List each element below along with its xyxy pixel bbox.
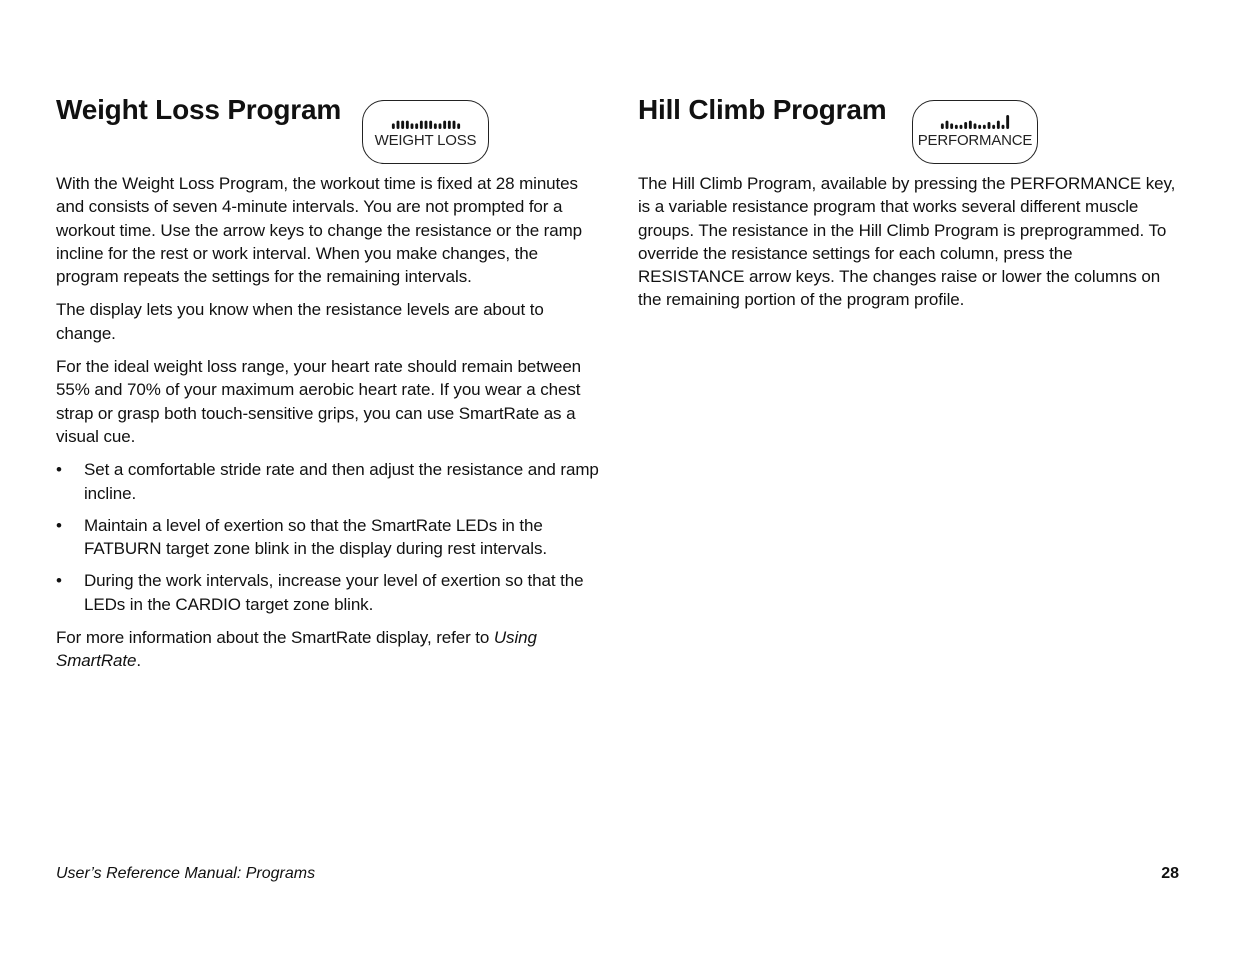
profile-bar <box>941 123 944 129</box>
profile-bar <box>988 122 991 129</box>
weight-loss-section <box>56 92 601 683</box>
profile-bar <box>983 125 986 129</box>
profile-bar <box>401 121 404 129</box>
profile-bar <box>955 125 958 129</box>
list-item-text: During the work intervals, increase your level of exertion so that the LEDs in the CARDIO target zone blink. <box>84 571 584 614</box>
profile-bar <box>1002 125 1005 129</box>
weight-loss-paragraph-1: With the Weight Loss Program, the workout time is fixed at 28 minutes and consists of seven 4-minute intervals. You are not prompted for a workout time. Use the arrow keys to change the resistance or the ramp incline for the rest or work interval. When you make changes, the program repeats the settings for the remaining intervals. <box>56 174 583 287</box>
hill-climb-title: Hill Climb Program <box>638 94 887 125</box>
weight-loss-bullet-list <box>56 458 601 616</box>
profile-bar <box>992 125 995 129</box>
weight-loss-profile-icon <box>391 115 461 129</box>
profile-bar <box>457 123 460 129</box>
bullet-marker: • <box>56 571 62 591</box>
hill-climb-header <box>638 92 1183 172</box>
hill-climb-section <box>638 92 1183 322</box>
bullet-marker: • <box>56 515 62 535</box>
hill-climb-paragraph-1: The Hill Climb Program, available by pressing the PERFORMANCE key, is a variable resistance program that works several different muscle groups. The resistance in the Hill Climb Program is preprogrammed. To override the resistance settings for each column, press the RESISTANCE arrow keys. The changes raise or lower the columns on the remaining portion of the program profile. <box>638 174 1176 310</box>
profile-bar <box>960 125 963 129</box>
list-item-text: Set a comfortable stride rate and then adjust the resistance and ramp incline. <box>84 460 599 503</box>
performance-key <box>912 100 1038 164</box>
performance-profile-icon <box>940 115 1010 129</box>
profile-bar <box>424 121 427 129</box>
performance-key-label: PERFORMANCE <box>917 132 1033 149</box>
using-smartrate-reference: Using SmartRate <box>56 628 537 671</box>
profile-bar <box>1006 115 1009 129</box>
reference-text: For more information about the SmartRate display, refer to <box>56 628 494 648</box>
profile-bar <box>447 121 450 129</box>
profile-bar <box>997 121 1000 129</box>
profile-bar <box>415 123 418 129</box>
profile-bar <box>950 123 953 129</box>
list-item <box>56 458 601 505</box>
footer-manual-title: User’s Reference Manual: Programs <box>56 865 316 882</box>
profile-bar <box>974 123 977 129</box>
weight-loss-paragraph-3: For the ideal weight loss range, your heart rate should remain between 55% and 70% of your maximum aerobic heart rate. If you wear a chest strap or grasp both touch-sensitive grips, you can use SmartRate as a visual cue. <box>56 357 582 446</box>
profile-bar <box>391 123 394 129</box>
weight-loss-paragraph-2: The display lets you know when the resistance levels are about to change. <box>56 300 544 343</box>
profile-bar <box>438 123 441 129</box>
weight-loss-key <box>362 100 489 164</box>
list-item-text: Maintain a level of exertion so that the SmartRate LEDs in the FATBURN target zone blink in the display during rest intervals. <box>84 515 547 559</box>
profile-bar <box>964 122 967 129</box>
profile-bar <box>443 121 446 129</box>
profile-bar <box>452 121 455 129</box>
reference-period: . <box>136 651 141 671</box>
weight-loss-header <box>56 92 601 172</box>
profile-bar <box>410 123 413 129</box>
profile-bar <box>396 121 399 129</box>
profile-bar <box>405 121 408 129</box>
profile-bar <box>429 121 432 129</box>
weight-loss-key-label: WEIGHT LOSS <box>374 132 477 149</box>
weight-loss-title: Weight Loss Program <box>56 94 342 125</box>
profile-bar <box>433 123 436 129</box>
profile-bar <box>969 121 972 129</box>
list-item <box>56 514 601 561</box>
list-item <box>56 569 601 616</box>
smartrate-reference-paragraph <box>56 626 601 673</box>
profile-bar <box>419 121 422 129</box>
profile-bar <box>946 121 949 129</box>
page-number: 28 <box>1161 865 1179 882</box>
profile-bar <box>978 125 981 129</box>
bullet-marker: • <box>56 460 62 480</box>
